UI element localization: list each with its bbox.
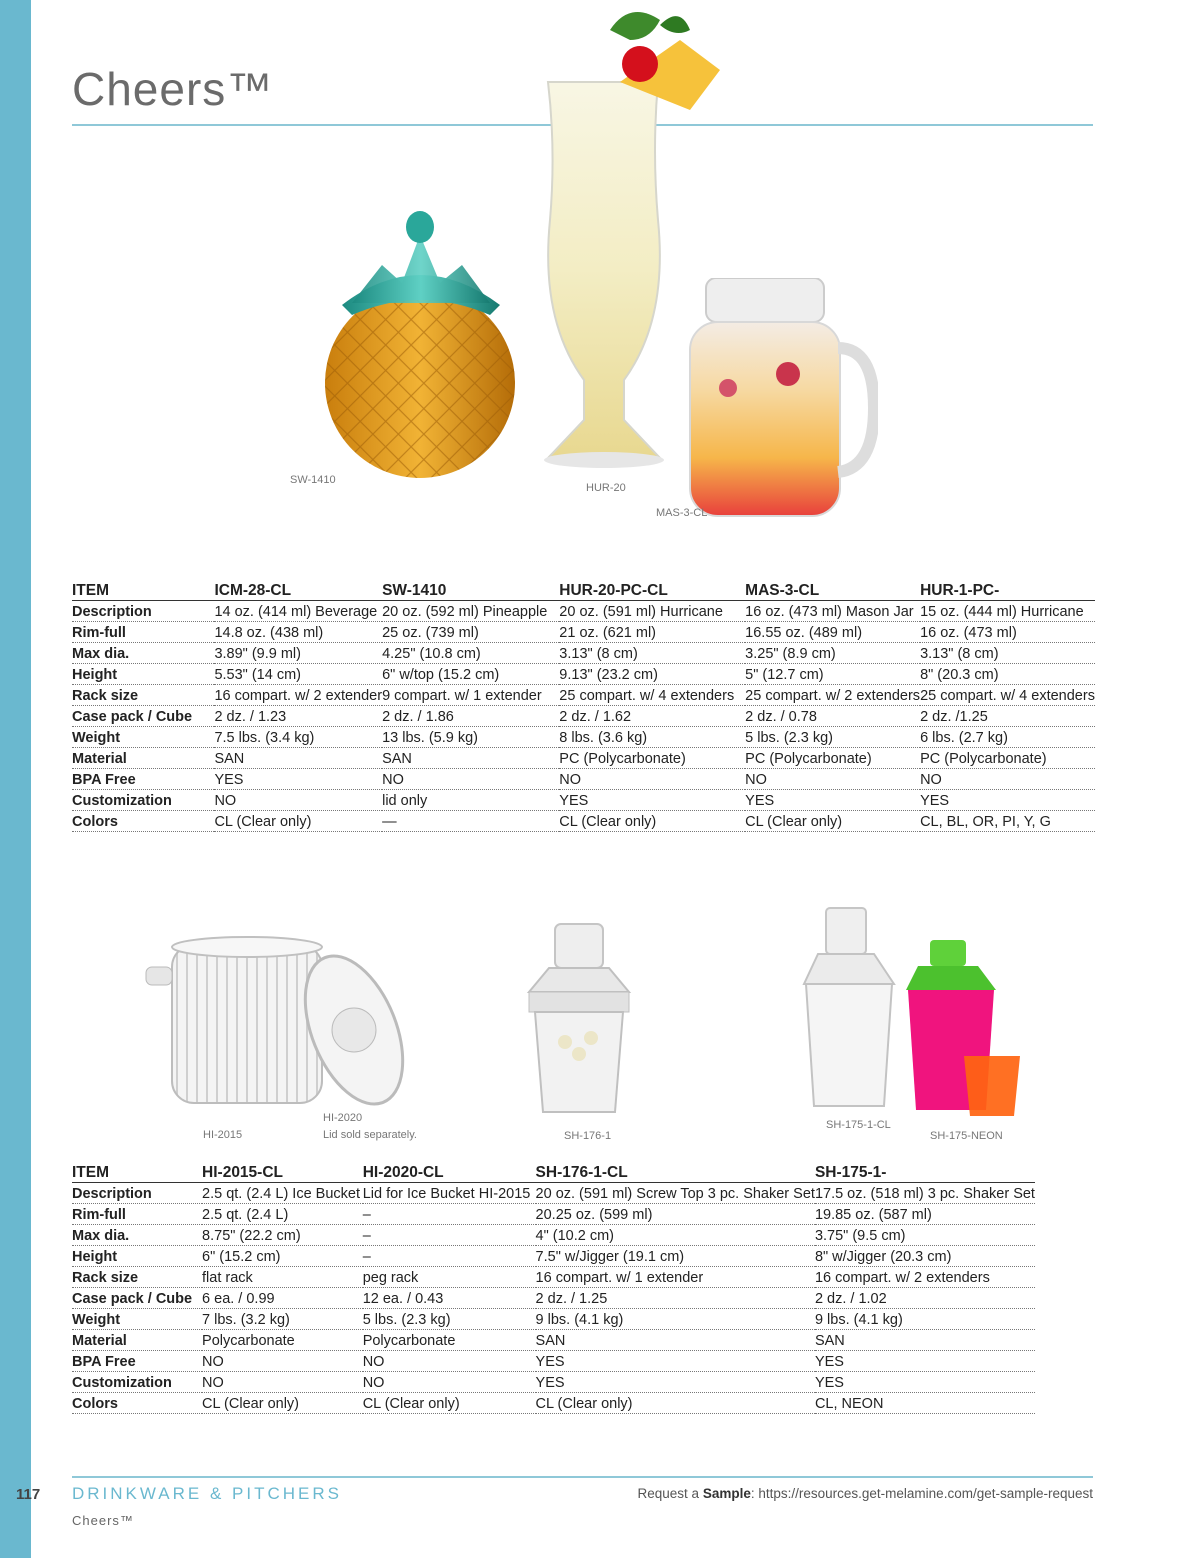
spec-cell: 7.5" w/Jigger (19.1 cm) bbox=[536, 1246, 815, 1267]
row-label: Rack size bbox=[72, 685, 214, 706]
spec-cell: 9 compart. w/ 1 extender bbox=[382, 685, 559, 706]
sample-url: : https://resources.get-melamine.com/get-sample-request bbox=[750, 1486, 1093, 1501]
row-label: Rim-full bbox=[72, 622, 214, 643]
spec-cell: 4.25" (10.8 cm) bbox=[382, 643, 559, 664]
row-label: Weight bbox=[72, 1309, 202, 1330]
spec-cell: 16 compart. w/ 1 extender bbox=[536, 1267, 815, 1288]
spec-cell: flat rack bbox=[202, 1267, 363, 1288]
row-label: Colors bbox=[72, 811, 214, 832]
row-label: Height bbox=[72, 664, 214, 685]
spec-cell: 2 dz. / 0.78 bbox=[745, 706, 920, 727]
spec-cell: PC (Polycarbonate) bbox=[559, 748, 745, 769]
spec-cell: 17.5 oz. (518 ml) 3 pc. Shaker Set bbox=[815, 1183, 1035, 1204]
row-label: Rim-full bbox=[72, 1204, 202, 1225]
spec-cell: 13 lbs. (5.9 kg) bbox=[382, 727, 559, 748]
caption-hi2020: HI-2020 bbox=[323, 1112, 363, 1124]
caption-sh176: SH-176-1 bbox=[564, 1130, 612, 1142]
spec-cell: 2 dz. / 1.62 bbox=[559, 706, 745, 727]
spec-cell: 7.5 lbs. (3.4 kg) bbox=[214, 727, 382, 748]
caption-sh175cl: SH-175-1-CL bbox=[826, 1119, 891, 1131]
pineapple-glass-image bbox=[322, 205, 522, 480]
row-label: Material bbox=[72, 1330, 202, 1351]
row-label: Weight bbox=[72, 727, 214, 748]
row-label: Colors bbox=[72, 1393, 202, 1414]
header-model: HI-2015-CL bbox=[202, 1160, 363, 1183]
table-row bbox=[72, 1225, 1035, 1246]
spec-cell: 3.25" (8.9 cm) bbox=[745, 643, 920, 664]
screw-top-shaker-image bbox=[525, 922, 633, 1118]
row-label: Max dia. bbox=[72, 643, 214, 664]
spec-cell: 20 oz. (591 ml) Screw Top 3 pc. Shaker Set bbox=[536, 1183, 815, 1204]
spec-cell: 5 lbs. (2.3 kg) bbox=[363, 1309, 536, 1330]
spec-cell: SAN bbox=[536, 1330, 815, 1351]
table-row bbox=[72, 1330, 1035, 1351]
spec-cell: 6 lbs. (2.7 kg) bbox=[920, 727, 1095, 748]
spec-cell: peg rack bbox=[363, 1267, 536, 1288]
spec-cell: NO bbox=[363, 1372, 536, 1393]
spec-cell: 4" (10.2 cm) bbox=[536, 1225, 815, 1246]
spec-cell: 2 dz. / 1.86 bbox=[382, 706, 559, 727]
spec-cell: lid only bbox=[382, 790, 559, 811]
spec-cell: SAN bbox=[382, 748, 559, 769]
spec-cell: 2 dz. / 1.23 bbox=[214, 706, 382, 727]
row-label: Height bbox=[72, 1246, 202, 1267]
spec-cell: Lid for Ice Bucket HI-2015 bbox=[363, 1183, 536, 1204]
header-model: ICM-28-CL bbox=[214, 578, 382, 601]
spec-cell: SAN bbox=[214, 748, 382, 769]
table-row bbox=[72, 769, 1095, 790]
table-header-row bbox=[72, 1160, 1035, 1183]
spec-cell: YES bbox=[920, 790, 1095, 811]
spec-cell: 2 dz. /1.25 bbox=[920, 706, 1095, 727]
spec-cell: 25 compart. w/ 2 extenders bbox=[745, 685, 920, 706]
table-row bbox=[72, 1183, 1035, 1204]
spec-cell: NO bbox=[214, 790, 382, 811]
spec-cell: – bbox=[363, 1225, 536, 1246]
spec-cell: CL (Clear only) bbox=[536, 1393, 815, 1414]
spec-cell: YES bbox=[559, 790, 745, 811]
row-label: Customization bbox=[72, 1372, 202, 1393]
spec-table-2 bbox=[72, 1160, 1035, 1414]
spec-cell: NO bbox=[202, 1351, 363, 1372]
spec-cell: 21 oz. (621 ml) bbox=[559, 622, 745, 643]
spec-cell: – bbox=[363, 1246, 536, 1267]
spec-cell: 5 lbs. (2.3 kg) bbox=[745, 727, 920, 748]
spec-cell: YES bbox=[214, 769, 382, 790]
table-row bbox=[72, 790, 1095, 811]
spec-cell: YES bbox=[536, 1372, 815, 1393]
spec-cell: 8" w/Jigger (20.3 cm) bbox=[815, 1246, 1035, 1267]
spec-cell: 20 oz. (591 ml) Hurricane bbox=[559, 601, 745, 622]
spec-cell: 16 compart. w/ 2 extender bbox=[214, 685, 382, 706]
table-row bbox=[72, 1351, 1035, 1372]
spec-cell: NO bbox=[920, 769, 1095, 790]
table-row bbox=[72, 664, 1095, 685]
spec-cell: SAN bbox=[815, 1330, 1035, 1351]
row-label: BPA Free bbox=[72, 769, 214, 790]
table-row bbox=[72, 1246, 1035, 1267]
spec-cell: 2.5 qt. (2.4 L) Ice Bucket bbox=[202, 1183, 363, 1204]
header-model: HI-2020-CL bbox=[363, 1160, 536, 1183]
spec-cell: 20.25 oz. (599 ml) bbox=[536, 1204, 815, 1225]
spec-cell: 15 oz. (444 ml) Hurricane bbox=[920, 601, 1095, 622]
spec-cell: YES bbox=[815, 1372, 1035, 1393]
table-row bbox=[72, 601, 1095, 622]
header-item-label: ITEM bbox=[72, 578, 214, 601]
row-label: Max dia. bbox=[72, 1225, 202, 1246]
table-row bbox=[72, 685, 1095, 706]
row-label: Material bbox=[72, 748, 214, 769]
spec-cell: 3.89" (9.9 ml) bbox=[214, 643, 382, 664]
spec-cell: 2.5 qt. (2.4 L) bbox=[202, 1204, 363, 1225]
table-row bbox=[72, 1372, 1035, 1393]
spec-cell: Polycarbonate bbox=[363, 1330, 536, 1351]
sample-request-link[interactable] bbox=[638, 1486, 1093, 1501]
spec-cell: 2 dz. / 1.02 bbox=[815, 1288, 1035, 1309]
spec-cell: 2 dz. / 1.25 bbox=[536, 1288, 815, 1309]
header-model: HUR-1-PC- bbox=[920, 578, 1095, 601]
spec-cell: CL, NEON bbox=[815, 1393, 1035, 1414]
row-label: Customization bbox=[72, 790, 214, 811]
spec-cell: 12 ea. / 0.43 bbox=[363, 1288, 536, 1309]
spec-cell: 16.55 oz. (489 ml) bbox=[745, 622, 920, 643]
spec-cell: – bbox=[363, 1204, 536, 1225]
spec-cell: 3.13" (8 cm) bbox=[920, 643, 1095, 664]
table-row bbox=[72, 706, 1095, 727]
header-model: MAS-3-CL bbox=[745, 578, 920, 601]
caption-hi2015: HI-2015 bbox=[203, 1129, 243, 1141]
spec-cell: NO bbox=[745, 769, 920, 790]
spec-cell: 6" (15.2 cm) bbox=[202, 1246, 363, 1267]
spec-cell: 9.13" (23.2 cm) bbox=[559, 664, 745, 685]
page-number: 117 bbox=[16, 1486, 41, 1503]
spec-cell: YES bbox=[745, 790, 920, 811]
row-label: Rack size bbox=[72, 1267, 202, 1288]
spec-cell: NO bbox=[202, 1372, 363, 1393]
side-color-bar bbox=[0, 0, 31, 1558]
spec-cell: 9 lbs. (4.1 kg) bbox=[536, 1309, 815, 1330]
table-row bbox=[72, 1288, 1035, 1309]
subsection-title: Cheers™ bbox=[72, 1513, 134, 1528]
header-item-label: ITEM bbox=[72, 1160, 202, 1183]
spec-cell: PC (Polycarbonate) bbox=[745, 748, 920, 769]
spec-cell: NO bbox=[559, 769, 745, 790]
row-label: BPA Free bbox=[72, 1351, 202, 1372]
spec-cell: 5.53" (14 cm) bbox=[214, 664, 382, 685]
spec-cell: 8 lbs. (3.6 kg) bbox=[559, 727, 745, 748]
row-label: Case pack / Cube bbox=[72, 706, 214, 727]
spec-cell: 3.13" (8 cm) bbox=[559, 643, 745, 664]
neon-shaker-image bbox=[902, 938, 1024, 1120]
spec-cell: 19.85 oz. (587 ml) bbox=[815, 1204, 1035, 1225]
spec-cell: CL (Clear only) bbox=[559, 811, 745, 832]
header-model: SW-1410 bbox=[382, 578, 559, 601]
table-row bbox=[72, 811, 1095, 832]
spec-cell: 14 oz. (414 ml) Beverage bbox=[214, 601, 382, 622]
spec-cell: 8.75" (22.2 cm) bbox=[202, 1225, 363, 1246]
spec-cell: 8" (20.3 cm) bbox=[920, 664, 1095, 685]
spec-cell: NO bbox=[382, 769, 559, 790]
header-model: SH-176-1-CL bbox=[536, 1160, 815, 1183]
table-header-row bbox=[72, 578, 1095, 601]
spec-cell: CL (Clear only) bbox=[363, 1393, 536, 1414]
row-label: Description bbox=[72, 601, 214, 622]
spec-cell: CL (Clear only) bbox=[202, 1393, 363, 1414]
spec-cell: YES bbox=[815, 1351, 1035, 1372]
caption-sw1410: SW-1410 bbox=[290, 474, 336, 486]
footer-divider bbox=[72, 1476, 1093, 1478]
row-label: Description bbox=[72, 1183, 202, 1204]
spec-cell: 16 oz. (473 ml) Mason Jar bbox=[745, 601, 920, 622]
spec-table-1 bbox=[72, 578, 1095, 832]
spec-cell: CL, BL, OR, PI, Y, G bbox=[920, 811, 1095, 832]
caption-sh175neon: SH-175-NEON bbox=[930, 1130, 1003, 1142]
table-row bbox=[72, 727, 1095, 748]
spec-cell: 14.8 oz. (438 ml) bbox=[214, 622, 382, 643]
table-row bbox=[72, 1204, 1035, 1225]
spec-cell: 9 lbs. (4.1 kg) bbox=[815, 1309, 1035, 1330]
spec-cell: 6" w/top (15.2 cm) bbox=[382, 664, 559, 685]
sample-bold: Sample bbox=[702, 1486, 751, 1501]
table-row bbox=[72, 1267, 1035, 1288]
header-model: SH-175-1- bbox=[815, 1160, 1035, 1183]
spec-cell: 5" (12.7 cm) bbox=[745, 664, 920, 685]
spec-cell: PC (Polycarbonate) bbox=[920, 748, 1095, 769]
table-row bbox=[72, 1393, 1035, 1414]
spec-cell: — bbox=[382, 811, 559, 832]
caption-hi2020-note: Lid sold separately. bbox=[323, 1129, 417, 1141]
spec-cell: CL (Clear only) bbox=[745, 811, 920, 832]
ice-bucket-image bbox=[142, 935, 410, 1110]
spec-cell: NO bbox=[363, 1351, 536, 1372]
table-row bbox=[72, 643, 1095, 664]
spec-cell: 7 lbs. (3.2 kg) bbox=[202, 1309, 363, 1330]
sample-prefix: Request a bbox=[637, 1486, 700, 1501]
header-model: HUR-20-PC-CL bbox=[559, 578, 745, 601]
spec-cell: 16 oz. (473 ml) bbox=[920, 622, 1095, 643]
table-row bbox=[72, 622, 1095, 643]
caption-hur20: HUR-20 bbox=[586, 482, 626, 494]
spec-cell: 25 compart. w/ 4 extenders bbox=[920, 685, 1095, 706]
clear-shaker-image bbox=[800, 906, 898, 1112]
row-label: Case pack / Cube bbox=[72, 1288, 202, 1309]
spec-cell: CL (Clear only) bbox=[214, 811, 382, 832]
spec-cell: 25 oz. (739 ml) bbox=[382, 622, 559, 643]
spec-cell: 3.75" (9.5 cm) bbox=[815, 1225, 1035, 1246]
page-title: Cheers™ bbox=[72, 63, 274, 115]
section-title: DRINKWARE & PITCHERS bbox=[72, 1484, 343, 1503]
spec-cell: 16 compart. w/ 2 extenders bbox=[815, 1267, 1035, 1288]
spec-cell: 25 compart. w/ 4 extenders bbox=[559, 685, 745, 706]
caption-mas3cl: MAS-3-CL bbox=[656, 507, 708, 519]
spec-cell: 20 oz. (592 ml) Pineapple bbox=[382, 601, 559, 622]
spec-cell: YES bbox=[536, 1351, 815, 1372]
table-row bbox=[72, 748, 1095, 769]
spec-cell: Polycarbonate bbox=[202, 1330, 363, 1351]
spec-cell: 6 ea. / 0.99 bbox=[202, 1288, 363, 1309]
table-row bbox=[72, 1309, 1035, 1330]
mason-jar-image bbox=[688, 278, 878, 518]
